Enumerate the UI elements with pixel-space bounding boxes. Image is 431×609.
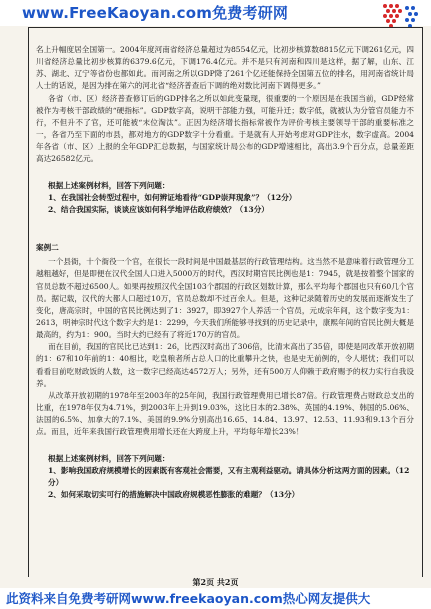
intro-paragraph: 名上升幅度居全国第一。2004年度河南省经济总量超过为8554亿元，比初步核算数8815亿元下调261亿元，四川省经济总量比初步核算的6379.6亿元，下调176.4亿元。并不是只有河南和四川是这样，据了解，山东、江苏、湖北、辽宁等省份也都如此。而河南之所以GDP降了261个亿还能保持全国第五位的排名，用河南省统计局人士的话说，是因为排在第六的河北省“经济普查后下调的绝对数比河南下调得更多。” <box>36 45 414 91</box>
document-body <box>36 44 414 501</box>
question-2-1: 1、影响我国政府规模增长的因素既有客观社会需要，又有主观利益驱动。请具体分析这两方面的因素。（12分） <box>48 465 410 487</box>
questions-heading-2: 根据上述案例材料，回答下列问题： <box>48 453 170 463</box>
site-banner-bottom[interactable]: 此资料来自免费考研网www.freekaoyan.com热心网友提供大 <box>6 591 371 606</box>
page-number: 第2页 共2页 <box>192 577 239 587</box>
case-2-title: 案例二 <box>36 243 59 253</box>
site-banner-top[interactable]: www.FreeKaoyan.com免费考研网 <box>22 4 289 22</box>
question-1-2: 2、结合我国实际，谈谈应该如何科学地评估政府绩效？（13分） <box>48 204 269 214</box>
paragraph-gdp-ranking: 各省（市、区）经济普查修订后的GDP排名之所以如此变量现，很重要的一个原因是在我国当前，GDP经常被作为考核干部政绩的“硬指标”。GDP数字高，说明干部能力强，可能升迁；数字低，就被认为分管官员能力不行，不但升不了官，还可能被“末位淘汰”。正因为经济增长指标常被作为评价考核主要领导干部的重要标准之一，各省乃至下面的市县，都对地方的GDP数字十分看重。于是就有人开始考虑对GDP注水，数字虚高。2004年各省（市、区）上报的全年GDP汇总数据，与国家统计局公布的GDP增速相比，高出3.9个百分点，总量差距高达26582亿元。 <box>36 93 414 164</box>
questions-heading-1: 根据上述案例材料，回答下列问题： <box>48 180 170 190</box>
bottom-banner <box>0 588 431 609</box>
case-2-paragraph-3: 从改革开放初期的1978年至2003年的25年间，我国行政管理费用已增长87倍。行政管理费占财政总支出的比重，在1978年仅为4.71%，到2003年上升到19.03%，这比日本的2.38%、英国的4.19%、韩国的5.06%、法国的6.5%、加拿大的7.1%、美国的9.9%分别高出16.65、14.84、13.97、12.53、11.93和9.13个百分点。而且，近年来我国行政管理费用增长还在大跨度上升，平均每年增长23%！ <box>36 390 414 437</box>
question-2-2: 2、如何采取切实可行的措施解决中国政府规模恶性膨胀的难题？（13分） <box>48 490 300 499</box>
case-2-paragraph-1: 一个县衙，十个衙役一个官，在很长一段时间是中国最基层的行政管理结构。这当然不是意味着行政管理分工越粗越好，但是即便在汉代全国人口进入5000万的时代，西汉时期官民比例也是1：7945，就是按着整个国家的官员总数不超过6500人。如果再按照汉代全国103个郡国的行政区划数计算，那么平均每个郡国也只有60几个官员。据记载，汉代的大都人口超过10万，官员总数却不过百余人。但是，这种记录随着历史的发展而逐渐发生了变化，唐高宗时，中国的官民比例达到了1：3927，即3927个人养活一个官员，元成宗年间，这个数字变为1：2613，明神宗时代这个数字大约是1：2299，今天我们所能够寻找到的历史记录中，康熙年间的官民比例大概是最高的，约为1：900。当时大约已经有了将近170万的官员。 <box>36 257 414 340</box>
case-2-paragraph-2: 而在目前，我国的官民比已达到1：26，比西汉时高出了306倍，比清末高出了35倍，即使是同改革开放初期的1：67和10年前的1：40相比，吃皇粮者所占总人口的比重攀升之快，也是史无前例的，令人堪忧；我们可以看看目前吃财政饭的人数，这一数字已经高达4572万人；另外，还有500万人仰赖于政府赐予的权力实行自我设养。 <box>36 342 414 388</box>
top-banner <box>0 0 431 26</box>
question-1-1: 1、在我国社会转型过程中，如何辨证地看待“GDP崇拜现象”？（12分） <box>48 192 297 202</box>
